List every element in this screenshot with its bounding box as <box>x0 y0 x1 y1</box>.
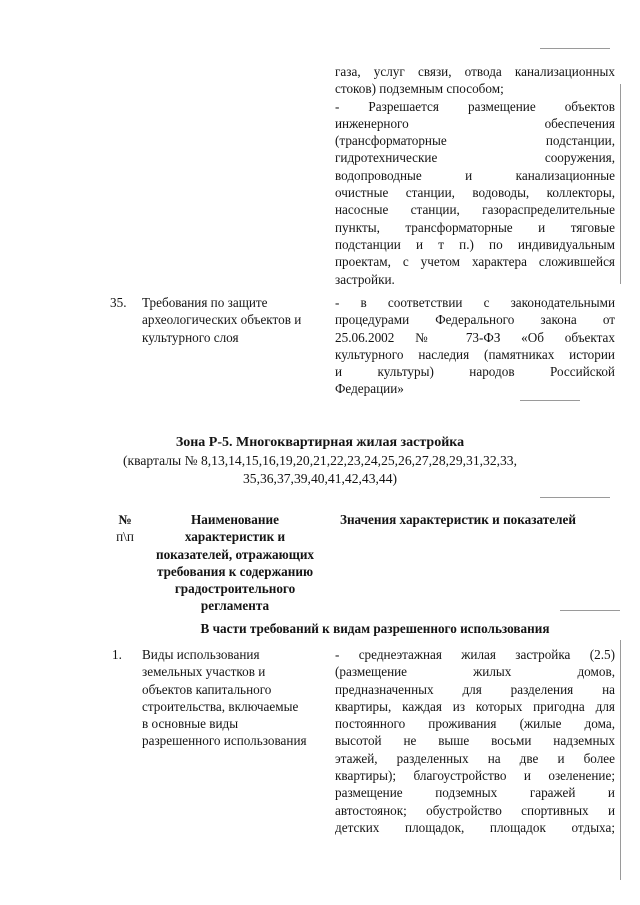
zone-subtitle-line1: (кварталы № 8,13,14,15,16,19,20,21,22,23,24,25,26,27,28,29,31,32,33, <box>122 453 518 468</box>
text-line: очистные станции, водоводы, коллекторы, <box>335 185 615 201</box>
text-word: обеспечения <box>544 115 615 131</box>
text-line: газа, услуг связи, отвода канализационных <box>335 64 615 79</box>
text-line: п\п <box>116 529 134 545</box>
text-line: и культуры) народов Российской <box>335 364 615 380</box>
header-value: Значения характеристик и показателей <box>340 512 576 527</box>
header-name <box>140 511 330 615</box>
text-line: строительства, включаемые <box>142 698 299 714</box>
text-line: № <box>118 512 132 527</box>
section-heading: В части требований к видам разрешенного использования <box>200 621 550 636</box>
row1-name <box>142 646 332 750</box>
text-line: в основные виды <box>142 716 239 732</box>
text-line: этажей, разделенных на две и более <box>335 750 615 766</box>
text-line: стоков) подземным способом; <box>335 81 504 97</box>
text-line: археологических объектов и <box>142 312 302 328</box>
text-line: Наименование <box>191 512 279 527</box>
scan-mark <box>620 84 621 284</box>
top-cell-text <box>335 63 615 288</box>
text-line: культурного слоя <box>142 329 239 345</box>
text-line: Виды использования <box>142 647 260 662</box>
text-line: насосные станции, газораспределительные <box>335 202 615 218</box>
text-line: водопроводные и канализационные <box>335 167 615 183</box>
scan-mark <box>540 48 610 49</box>
text-line: постоянного проживания (жилые дома, <box>335 716 615 732</box>
text-word: (трансформаторные <box>335 133 447 149</box>
text-line: 25.06.2002 № 73-ФЗ «Об объектах <box>335 329 615 345</box>
text-line: культурного наследия (памятниках истории <box>335 346 615 362</box>
row35-name <box>142 294 332 346</box>
scan-mark <box>560 610 620 611</box>
text-line: размещение подземных гаражей и <box>335 785 615 801</box>
zone-subtitle-line2: 35,36,37,39,40,41,42,43,44) <box>242 471 398 486</box>
text-line: пункты, трансформаторные и тяговые <box>335 219 615 235</box>
text-line: квартиры); благоустройство и озеленение; <box>335 768 615 784</box>
text-line: проектам, с учетом характера сложившейся <box>335 254 615 270</box>
text-line: высотой не выше восьми надземных <box>335 733 615 749</box>
text-line: - среднеэтажная жилая застройка (2.5) <box>335 647 615 662</box>
text-line: (размещение жилых домов, <box>335 664 615 680</box>
text-line: Требования по защите <box>142 295 268 310</box>
text-line: детских площадок, площадок отдыха; <box>335 819 615 835</box>
text-line: процедурами Федерального закона от <box>335 312 615 328</box>
text-line: характеристик и <box>184 529 286 545</box>
row1-number: 1. <box>112 647 122 662</box>
scan-mark <box>520 400 580 401</box>
text-line: требования к содержанию <box>156 563 314 579</box>
text-word: сооружения, <box>544 150 615 166</box>
row35-value <box>335 294 615 398</box>
scan-mark <box>540 497 610 498</box>
text-line: автостоянок; обустройство спортивных и <box>335 802 615 818</box>
text-line <box>335 132 615 149</box>
text-line <box>335 149 615 166</box>
text-word: инженерного <box>335 115 409 131</box>
text-line: квартиры, каждая из которых пригодна для <box>335 698 615 714</box>
text-word: гидротехнические <box>335 150 438 166</box>
row35-number: 35. <box>110 295 127 310</box>
text-line: - в соответствии с законодательными <box>335 295 615 310</box>
row1-value <box>335 646 615 836</box>
header-num <box>108 511 142 546</box>
zone-title: Зона Р-5. Многоквартирная жилая застройка <box>175 435 465 450</box>
text-line: подстанции и т п.) по индивидуальным <box>335 236 615 252</box>
text-line: - Разрешается размещение объектов <box>335 98 615 114</box>
text-line: объектов капитального <box>142 681 272 697</box>
text-line: разрешенного использования <box>142 733 307 749</box>
text-line: регламента <box>200 598 270 614</box>
scan-mark <box>620 640 621 880</box>
text-word: подстанции, <box>545 133 615 149</box>
text-line: градостроительного <box>174 581 296 597</box>
text-line: земельных участков и <box>142 664 266 680</box>
text-line <box>335 115 615 132</box>
text-line: предназначенных для разделения на <box>335 681 615 697</box>
text-line: застройки. <box>335 271 395 287</box>
text-line: показателей, отражающих <box>155 546 315 562</box>
text-line: Федерации» <box>335 381 404 397</box>
